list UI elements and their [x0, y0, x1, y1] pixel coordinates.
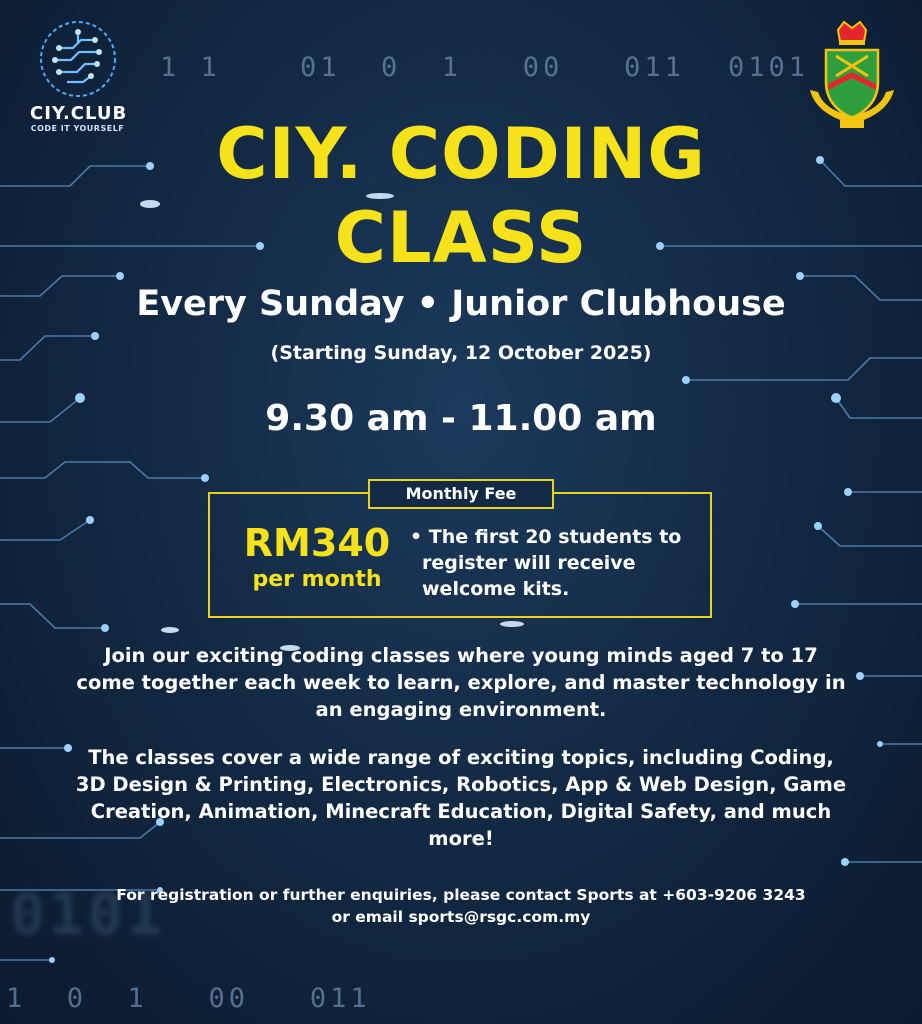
title-line-2: CLASS [334, 197, 588, 279]
description-p1-line-1: Join our exciting coding classes where young minds aged 7 to 17 [104, 644, 818, 667]
fee-note-line-3: welcome kits. [422, 578, 570, 600]
description-paragraph-2 [0, 744, 922, 852]
schedule-time: 9.30 am - 11.00 am [265, 398, 657, 439]
binary-text-top-right: 0101 [728, 52, 810, 83]
fee-note-line-2: register will receive [422, 552, 636, 574]
description-p2-line-1: The classes cover a wide range of exciting topics, including Coding, [88, 746, 834, 769]
fee-price [232, 520, 402, 594]
description-p2-line-2: 3D Design & Printing, Electronics, Robotics, App & Web Design, Game [75, 773, 847, 796]
schedule-day-venue: Every Sunday • Junior Clubhouse [136, 284, 786, 324]
description-p1-line-2: come together each week to learn, explore, and master technology in [76, 671, 846, 694]
contact-info [0, 884, 922, 928]
title-line-1: CIY. CODING [216, 113, 706, 195]
fee-note [410, 524, 700, 602]
ciy-club-logo-tagline: CODE IT YOURSELF [30, 124, 125, 133]
circuit-brain-icon [37, 18, 119, 100]
binary-text-blurred: 0101 [10, 880, 166, 948]
binary-text-top-middle: 01 0 1 00 011 [300, 52, 685, 83]
description-p2-line-4: more! [428, 827, 494, 850]
description-p2-line-3: Creation, Animation, Minecraft Education, Digital Safety, and much [90, 800, 832, 823]
description-paragraph-1 [0, 642, 922, 723]
ciy-club-logo-name: CIY.CLUB [30, 103, 128, 124]
description-p1-line-3: an engaging environment. [315, 698, 607, 721]
contact-email-line[interactable]: or email sports@rsgc.com.my [331, 908, 591, 926]
fee-amount: RM340 [243, 521, 391, 565]
binary-text-top-left: 1 1 [160, 52, 221, 83]
contact-phone-line: For registration or further enquiries, please contact Sports at +603-9206 3243 [116, 886, 806, 904]
fee-note-line-1: • The first 20 students to [410, 526, 682, 548]
fee-period: per month [252, 567, 382, 592]
binary-text-bottom: 1 0 1 00 011 [6, 983, 371, 1014]
schedule-start-date: (Starting Sunday, 12 October 2025) [270, 342, 652, 364]
fee-label: Monthly Fee [368, 479, 554, 509]
